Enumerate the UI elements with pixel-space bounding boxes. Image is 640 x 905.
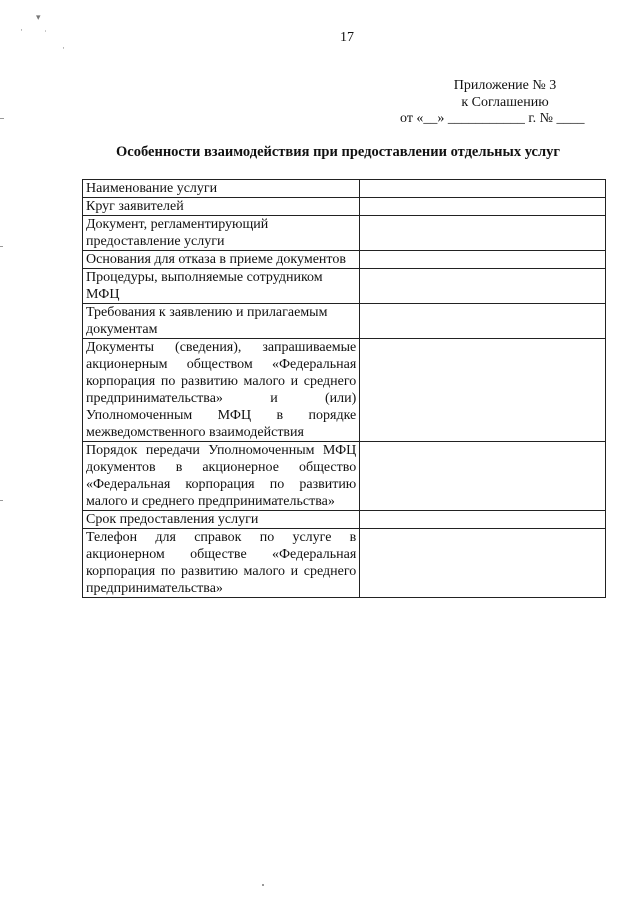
scan-dot [262,884,264,886]
scan-edge-tick [0,246,3,247]
page-number: 17 [340,30,354,45]
appendix-subtitle: к Соглашению [461,95,549,110]
agreement-date-line: от «__» ___________ г. № ____ [400,111,585,126]
row-label: Телефон для справок по услуге в акционерном обществе «Федеральная корпорация по развитию малого и среднего предпринимательства» [83,529,360,598]
appendix-title: Приложение № 3 [453,78,557,93]
row-label: Документы (сведения), запрашиваемые акционерным обществом «Федеральная корпорация по развитию малого и среднего предпринимательства» и (или) Уполномоченным МФЦ в порядке межведомственного взаимодействия [83,339,360,442]
row-value [360,180,606,198]
row-label: Наименование услуги [83,180,360,198]
table-row [83,180,606,198]
table-row [83,269,606,304]
table-row [83,304,606,339]
table-row [83,216,606,251]
row-value [360,269,606,304]
row-value [360,529,606,598]
scan-mark: ˙ [44,29,47,39]
scan-mark: ▾ [36,12,41,22]
row-label: Документ, регламентирующий предоставление услуги [83,216,360,251]
table-row [83,442,606,511]
service-details-table [82,179,606,598]
scan-mark: · [62,43,65,53]
row-label: Круг заявителей [83,198,360,216]
table-row [83,339,606,442]
row-value [360,216,606,251]
row-value [360,339,606,442]
scan-edge-tick [0,500,3,501]
row-value [360,304,606,339]
scan-edge-tick [0,118,4,119]
row-value [360,251,606,269]
row-label: Процедуры, выполняемые сотрудником МФЦ [83,269,360,304]
row-value [360,511,606,529]
row-value [360,198,606,216]
table-row [83,198,606,216]
document-title: Особенности взаимодействия при предоставлении отдельных услуг [116,144,560,160]
table-row [83,251,606,269]
appendix-header [420,77,590,111]
table-row [83,529,606,598]
row-value [360,442,606,511]
row-label: Срок предоставления услуги [83,511,360,529]
row-label: Порядок передачи Уполномоченным МФЦ документов в акционерное общество «Федеральная корпорация по развитию малого и среднего предпринимательства» [83,442,360,511]
scan-mark: · [20,25,23,35]
row-label: Требования к заявлению и прилагаемым документам [83,304,360,339]
table-row [83,511,606,529]
row-label: Основания для отказа в приеме документов [83,251,360,269]
